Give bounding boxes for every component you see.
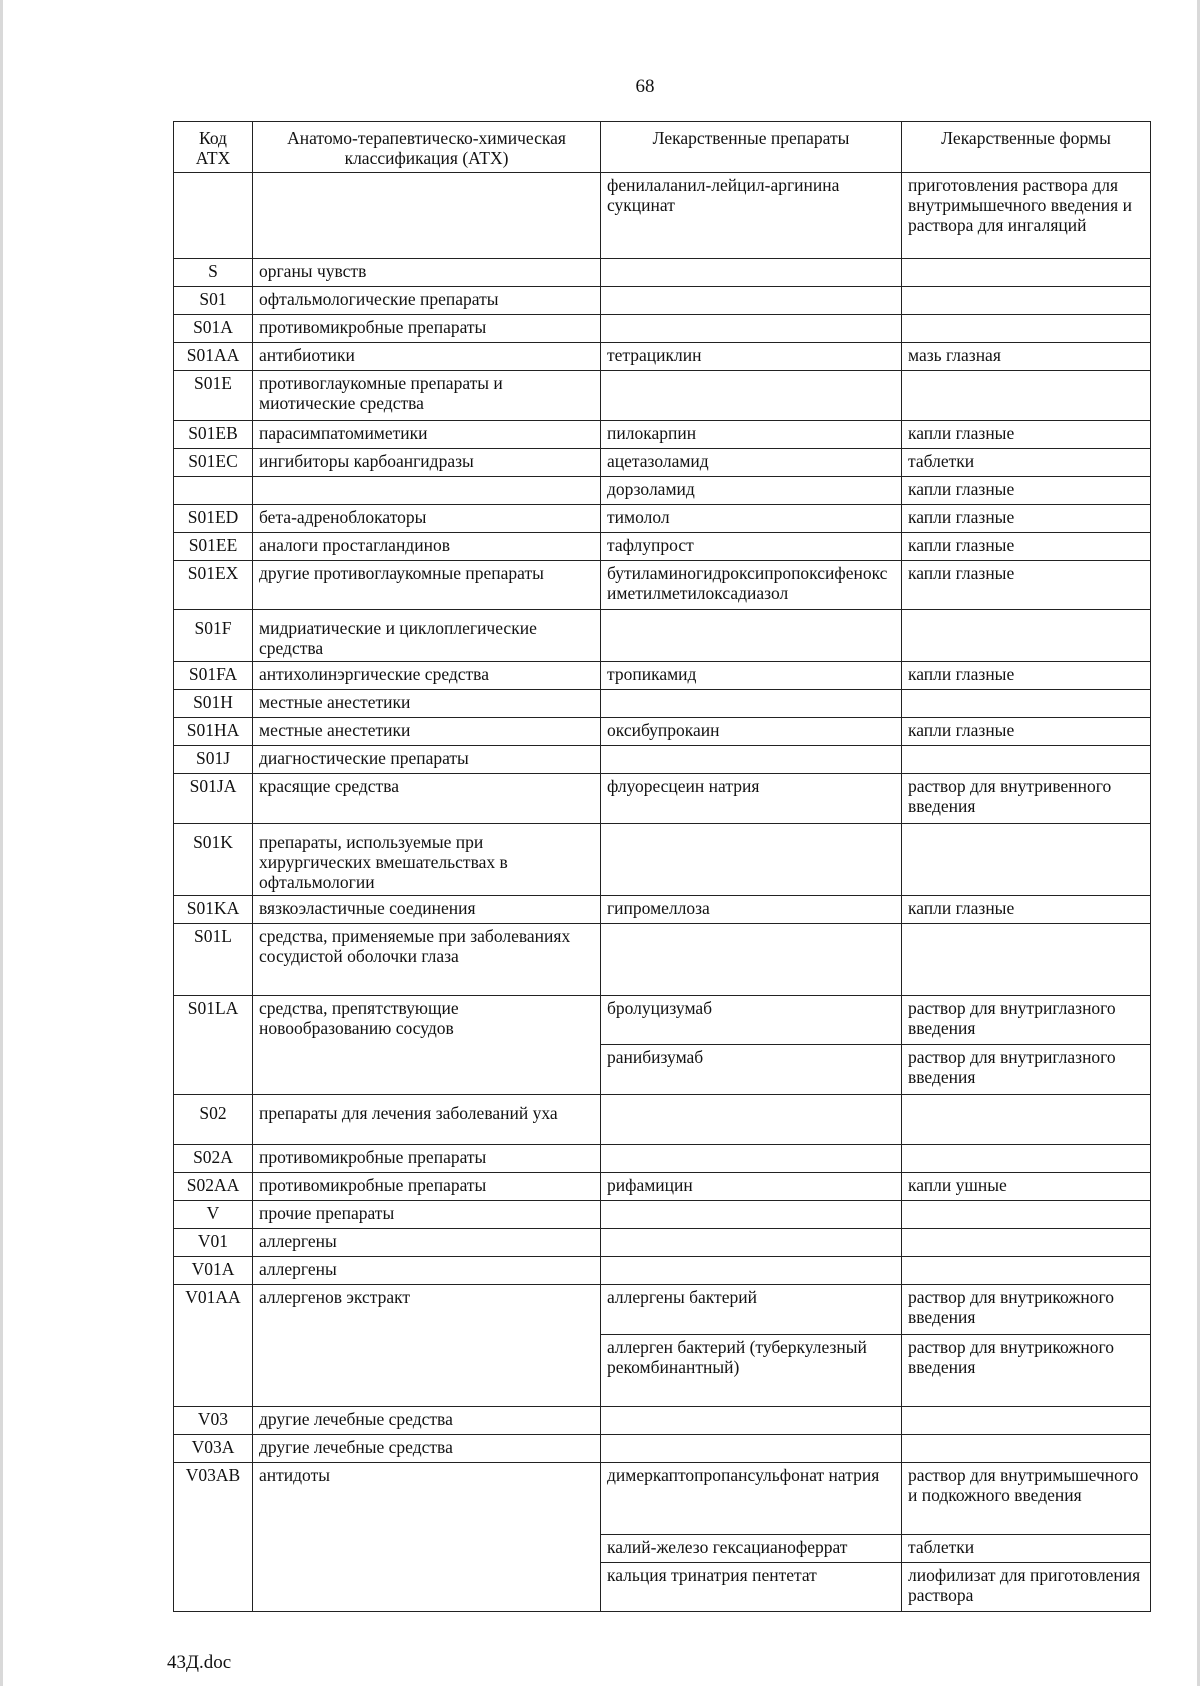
table-row [174, 477, 1151, 505]
cell-form: капли глазные [902, 662, 1151, 690]
cell-atc: аналоги простагландинов [253, 533, 601, 561]
table-row [174, 1285, 1151, 1335]
cell-code: S01FA [174, 662, 253, 690]
cell-code: S02 [174, 1095, 253, 1145]
table-row [174, 1173, 1151, 1201]
cell-atc: антихолинэргические средства [253, 662, 601, 690]
cell-code: S01EX [174, 561, 253, 610]
cell-form [902, 1201, 1151, 1229]
cell-atc: местные анестетики [253, 718, 601, 746]
table-row [174, 533, 1151, 561]
table-row [174, 824, 1151, 896]
cell-atc: местные анестетики [253, 690, 601, 718]
cell-form [902, 746, 1151, 774]
cell-code [174, 477, 253, 505]
cell-drug [601, 1407, 902, 1435]
cell-form: капли ушные [902, 1173, 1151, 1201]
cell-drug [601, 924, 902, 996]
table-row [174, 561, 1151, 610]
cell-code: S [174, 259, 253, 287]
cell-atc: противомикробные препараты [253, 315, 601, 343]
cell-drug: тафлупрост [601, 533, 902, 561]
table-row [174, 1229, 1151, 1257]
cell-code: S01KA [174, 896, 253, 924]
cell-form [902, 924, 1151, 996]
table-row [174, 287, 1151, 315]
table-row [174, 896, 1151, 924]
cell-drug [601, 259, 902, 287]
cell-form [902, 1145, 1151, 1173]
table-row [174, 996, 1151, 1045]
cell-drug [601, 287, 902, 315]
cell-atc: противоглаукомные препараты и миотические средства [253, 371, 601, 421]
table-row [174, 371, 1151, 421]
cell-form [902, 259, 1151, 287]
cell-drug: оксибупрокаин [601, 718, 902, 746]
table-row [174, 774, 1151, 824]
cell-drug: гипромеллоза [601, 896, 902, 924]
table-row [174, 1095, 1151, 1145]
cell-form [902, 1407, 1151, 1435]
cell-drug [601, 1145, 902, 1173]
cell-form: мазь глазная [902, 343, 1151, 371]
header-atc-classification: Анатомо-терапевтическо-химическая классификация (АТХ) [253, 122, 601, 173]
cell-form: капли глазные [902, 533, 1151, 561]
atc-table [173, 121, 1151, 1612]
cell-code: V01AA [174, 1285, 253, 1407]
cell-atc: аллергены [253, 1229, 601, 1257]
cell-form: капли глазные [902, 718, 1151, 746]
cell-drug [601, 1257, 902, 1285]
cell-drug: тетрациклин [601, 343, 902, 371]
header-drugs: Лекарственные препараты [601, 122, 902, 173]
cell-code: S01 [174, 287, 253, 315]
cell-code [174, 173, 253, 259]
table-row [174, 662, 1151, 690]
cell-code: V03A [174, 1435, 253, 1463]
cell-form [902, 610, 1151, 662]
table-row [174, 718, 1151, 746]
cell-atc: противомикробные препараты [253, 1145, 601, 1173]
cell-drug [601, 371, 902, 421]
cell-drug [601, 561, 902, 610]
cell-code: S01H [174, 690, 253, 718]
cell-atc: средства, применяемые при заболеваниях сосудистой оболочки глаза [253, 924, 601, 996]
cell-form: капли глазные [902, 505, 1151, 533]
page-number: 68 [635, 76, 655, 97]
table-row [174, 1407, 1151, 1435]
table-row [174, 690, 1151, 718]
cell-atc: аллергенов экстракт [253, 1285, 601, 1407]
cell-form: капли глазные [902, 421, 1151, 449]
cell-form [902, 1095, 1151, 1145]
cell-atc: антибиотики [253, 343, 601, 371]
cell-atc: другие лечебные средства [253, 1435, 601, 1463]
cell-drug [601, 690, 902, 718]
table-row [174, 746, 1151, 774]
cell-form: капли глазные [902, 896, 1151, 924]
cell-form: таблетки [902, 1535, 1151, 1563]
cell-atc: противомикробные препараты [253, 1173, 601, 1201]
cell-drug [601, 824, 902, 896]
cell-atc: вязкоэластичные соединения [253, 896, 601, 924]
table-row [174, 259, 1151, 287]
cell-drug: аллергены бактерий [601, 1285, 902, 1335]
header-code: Код АТХ [174, 122, 253, 173]
cell-code: S01HA [174, 718, 253, 746]
scan-edge-left [0, 0, 3, 1686]
table-row [174, 505, 1151, 533]
table-row [174, 449, 1151, 477]
cell-code: S01F [174, 610, 253, 662]
table-row [174, 1201, 1151, 1229]
cell-drug: кальция тринатрия пентетат [601, 1563, 902, 1612]
table-row [174, 421, 1151, 449]
cell-atc: средства, препятствующие новообразованию сосудов [253, 996, 601, 1095]
cell-form [902, 371, 1151, 421]
cell-code: S01K [174, 824, 253, 896]
cell-form [902, 287, 1151, 315]
cell-code: S01L [174, 924, 253, 996]
cell-drug: аллерген бактерий (туберкулезный рекомбинантный) [601, 1335, 902, 1407]
cell-atc: другие лечебные средства [253, 1407, 601, 1435]
cell-drug: тимолол [601, 505, 902, 533]
cell-code: S01AA [174, 343, 253, 371]
table-row [174, 610, 1151, 662]
cell-atc: мидриатические и циклоплегические средства [253, 610, 601, 662]
cell-drug: ранибизумаб [601, 1045, 902, 1095]
cell-code: S01LA [174, 996, 253, 1095]
cell-atc [253, 173, 601, 259]
cell-drug: флуоресцеин натрия [601, 774, 902, 824]
cell-drug [601, 1201, 902, 1229]
cell-atc: бета-адреноблокаторы [253, 505, 601, 533]
document-filename: 43Д.doc [167, 1652, 232, 1673]
cell-atc: препараты, используемые при хирургических вмешательствах в офтальмологии [253, 824, 601, 896]
cell-form: лиофилизат для приготовления раствора [902, 1563, 1151, 1612]
cell-atc: диагностические препараты [253, 746, 601, 774]
cell-form [902, 1257, 1151, 1285]
cell-code: V [174, 1201, 253, 1229]
cell-form [902, 824, 1151, 896]
cell-form [902, 690, 1151, 718]
cell-drug: ацетазоламид [601, 449, 902, 477]
cell-atc: аллергены [253, 1257, 601, 1285]
cell-form: раствор для внутрикожного введения [902, 1285, 1151, 1335]
cell-form: раствор для внутрикожного введения [902, 1335, 1151, 1407]
cell-form: капли глазные [902, 561, 1151, 610]
cell-atc: красящие средства [253, 774, 601, 824]
cell-form: таблетки [902, 449, 1151, 477]
cell-drug [601, 1435, 902, 1463]
cell-atc: органы чувств [253, 259, 601, 287]
table-row [174, 1463, 1151, 1535]
cell-code: S01JA [174, 774, 253, 824]
cell-drug: димеркаптопропансульфонат натрия [601, 1463, 902, 1535]
cell-form [902, 315, 1151, 343]
cell-form: раствор для внутривенного введения [902, 774, 1151, 824]
cell-atc: другие противоглаукомные препараты [253, 561, 601, 610]
table-header-row [174, 122, 1151, 173]
table-row [174, 315, 1151, 343]
cell-drug: рифамицин [601, 1173, 902, 1201]
cell-code: V01A [174, 1257, 253, 1285]
table-row [174, 924, 1151, 996]
cell-drug: тропикамид [601, 662, 902, 690]
cell-drug [601, 1095, 902, 1145]
cell-atc [253, 477, 601, 505]
table-row [174, 173, 1151, 259]
table-row [174, 343, 1151, 371]
cell-form: раствор для внутримышечного и подкожного введения [902, 1463, 1151, 1535]
cell-atc: парасимпатомиметики [253, 421, 601, 449]
cell-form: раствор для внутриглазного введения [902, 996, 1151, 1045]
cell-atc: препараты для лечения заболеваний уха [253, 1095, 601, 1145]
cell-atc: прочие препараты [253, 1201, 601, 1229]
cell-form: приготовления раствора для внутримышечного введения и раствора для ингаляций [902, 173, 1151, 259]
cell-drug: пилокарпин [601, 421, 902, 449]
cell-form [902, 1435, 1151, 1463]
cell-code: S01EC [174, 449, 253, 477]
cell-code: V03 [174, 1407, 253, 1435]
cell-form: раствор для внутриглазного введения [902, 1045, 1151, 1095]
cell-drug: бролуцизумаб [601, 996, 902, 1045]
cell-drug: калий-железо гексацианоферрат [601, 1535, 902, 1563]
cell-drug [601, 746, 902, 774]
cell-code: S01ED [174, 505, 253, 533]
table-row [174, 1435, 1151, 1463]
cell-drug: дорзоламид [601, 477, 902, 505]
cell-drug: фенилаланил-лейцил-аргинина сукцинат [601, 173, 902, 259]
header-dosage-forms: Лекарственные формы [902, 122, 1151, 173]
cell-drug [601, 1229, 902, 1257]
cell-code: S01J [174, 746, 253, 774]
cell-code: S01EB [174, 421, 253, 449]
cell-atc: офтальмологические препараты [253, 287, 601, 315]
table-row [174, 1257, 1151, 1285]
table-row [174, 1145, 1151, 1173]
cell-atc: ингибиторы карбоангидразы [253, 449, 601, 477]
cell-drug [601, 610, 902, 662]
cell-atc: антидоты [253, 1463, 601, 1612]
cell-code: V01 [174, 1229, 253, 1257]
cell-code: S02A [174, 1145, 253, 1173]
cell-form [902, 1229, 1151, 1257]
cell-code: S01E [174, 371, 253, 421]
cell-drug-text: бутиламиногидроксипропоксифеноксиметилметилоксадиазол [607, 563, 888, 603]
cell-code: S01EE [174, 533, 253, 561]
cell-form: капли глазные [902, 477, 1151, 505]
cell-drug [601, 315, 902, 343]
cell-code: S02AA [174, 1173, 253, 1201]
cell-code: S01A [174, 315, 253, 343]
cell-code: V03AB [174, 1463, 253, 1612]
